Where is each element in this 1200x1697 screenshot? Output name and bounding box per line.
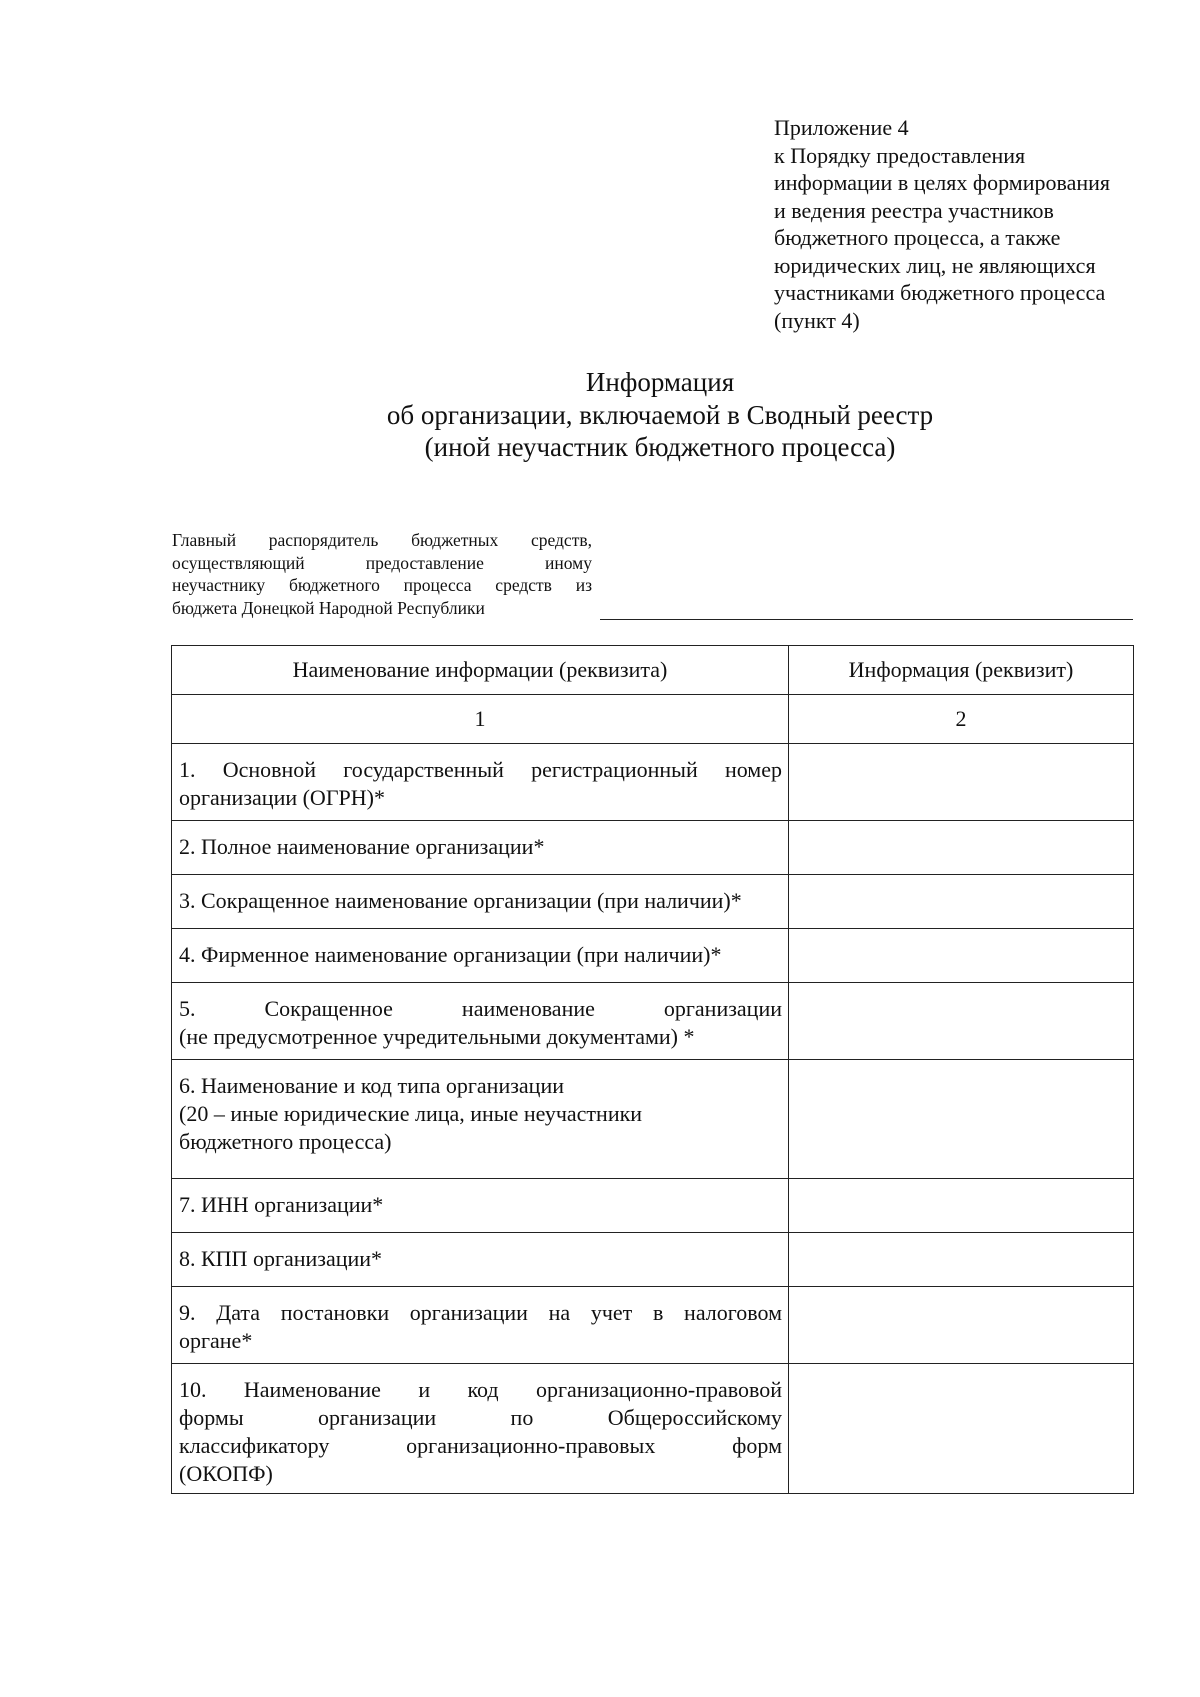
table-column-numbers-row xyxy=(172,695,1134,744)
organization-info-table xyxy=(171,645,1134,1494)
row-label xyxy=(172,929,789,983)
row-value-cell[interactable] xyxy=(789,744,1134,821)
table-row xyxy=(172,1233,1134,1287)
appendix-line: информации в целях формирования xyxy=(774,170,1110,195)
row-label-line: формы организации по Общероссийскому xyxy=(179,1405,782,1430)
row-label xyxy=(172,983,789,1060)
appendix-line: к Порядку предоставления xyxy=(774,142,1026,168)
row-label-line: классификатору организационно-правовых форм xyxy=(179,1433,782,1458)
row-label-line: 6. Наименование и код типа организации xyxy=(179,1073,564,1098)
row-label-line: (ОКОПФ) xyxy=(179,1461,273,1486)
row-label xyxy=(172,1060,789,1179)
appendix-line: юридических лиц, не являющихся xyxy=(774,252,1096,278)
appendix-line: участниками бюджетного процесса xyxy=(774,280,1106,305)
row-label xyxy=(172,1179,789,1233)
header-requisite-value: Информация (реквизит) xyxy=(789,646,1134,695)
row-label-line: (20 – иные юридические лица, иные неучастники xyxy=(179,1101,643,1126)
distributor-label xyxy=(172,529,592,619)
row-label xyxy=(172,821,789,875)
row-label-line: 4. Фирменное наименование организации (при наличии)* xyxy=(179,942,722,967)
row-label-line: 7. ИНН организации* xyxy=(179,1192,384,1217)
distributor-line: Главный распорядитель бюджетных средств, xyxy=(172,530,592,550)
table-row xyxy=(172,1364,1134,1494)
row-value-cell[interactable] xyxy=(789,821,1134,875)
row-label xyxy=(172,1287,789,1364)
row-label-line: 8. КПП организации* xyxy=(179,1246,383,1271)
table-row xyxy=(172,1179,1134,1233)
row-value-cell[interactable] xyxy=(789,1179,1134,1233)
distributor-fill-line[interactable] xyxy=(600,619,1133,620)
title-line-3: (иной неучастник бюджетного процесса) xyxy=(424,432,896,462)
row-label-line: 1. Основной государственный регистрационный номер xyxy=(179,757,782,782)
title-line-1: Информация xyxy=(585,367,735,397)
appendix-line: Приложение 4 xyxy=(774,115,909,140)
table-header-row xyxy=(172,646,1134,695)
row-value-cell[interactable] xyxy=(789,1287,1134,1364)
column-number-2: 2 xyxy=(789,695,1134,744)
table-row xyxy=(172,983,1134,1060)
appendix-line: бюджетного процесса, а также xyxy=(774,225,1061,250)
table-row xyxy=(172,821,1134,875)
row-label-line: 3. Сокращенное наименование организации (при наличии)* xyxy=(179,888,742,913)
appendix-line: (пункт 4) xyxy=(774,307,860,333)
row-label xyxy=(172,744,789,821)
distributor-line: неучастнику бюджетного процесса средств из xyxy=(172,575,592,595)
row-label-line: 2. Полное наименование организации* xyxy=(179,834,545,859)
distributor-line: бюджета Донецкой Народной Республики xyxy=(172,597,485,618)
distributor-line: осуществляющий предоставление иному xyxy=(172,552,592,573)
title-line-2: об организации, включаемой в Сводный реестр xyxy=(386,399,934,430)
row-label xyxy=(172,875,789,929)
table-row xyxy=(172,744,1134,821)
appendix-reference xyxy=(774,114,1174,334)
row-label-line: 10. Наименование и код организационно-правовой xyxy=(179,1377,782,1402)
row-label xyxy=(172,1364,789,1494)
row-label-line: организации (ОГРН)* xyxy=(179,785,385,810)
table-row xyxy=(172,1060,1134,1179)
table-row xyxy=(172,929,1134,983)
row-value-cell[interactable] xyxy=(789,875,1134,929)
table-row xyxy=(172,875,1134,929)
appendix-line: и ведения реестра участников xyxy=(774,197,1054,223)
row-label-line: 9. Дата постановки организации на учет в налоговом xyxy=(179,1300,782,1325)
row-label-line: (не предусмотренное учредительными документами) * xyxy=(179,1024,695,1049)
row-label-line: 5. Сокращенное наименование организации xyxy=(179,996,782,1021)
row-value-cell[interactable] xyxy=(789,983,1134,1060)
header-requisite-name: Наименование информации (реквизита) xyxy=(172,646,789,695)
column-number-1: 1 xyxy=(172,695,789,744)
row-label-line: бюджетного процесса) xyxy=(179,1129,392,1154)
row-value-cell[interactable] xyxy=(789,1364,1134,1494)
row-label-line: органе* xyxy=(179,1328,253,1353)
row-value-cell[interactable] xyxy=(789,929,1134,983)
row-value-cell[interactable] xyxy=(789,1060,1134,1179)
table-row xyxy=(172,1287,1134,1364)
document-title xyxy=(0,366,1200,464)
row-label xyxy=(172,1233,789,1287)
row-value-cell[interactable] xyxy=(789,1233,1134,1287)
